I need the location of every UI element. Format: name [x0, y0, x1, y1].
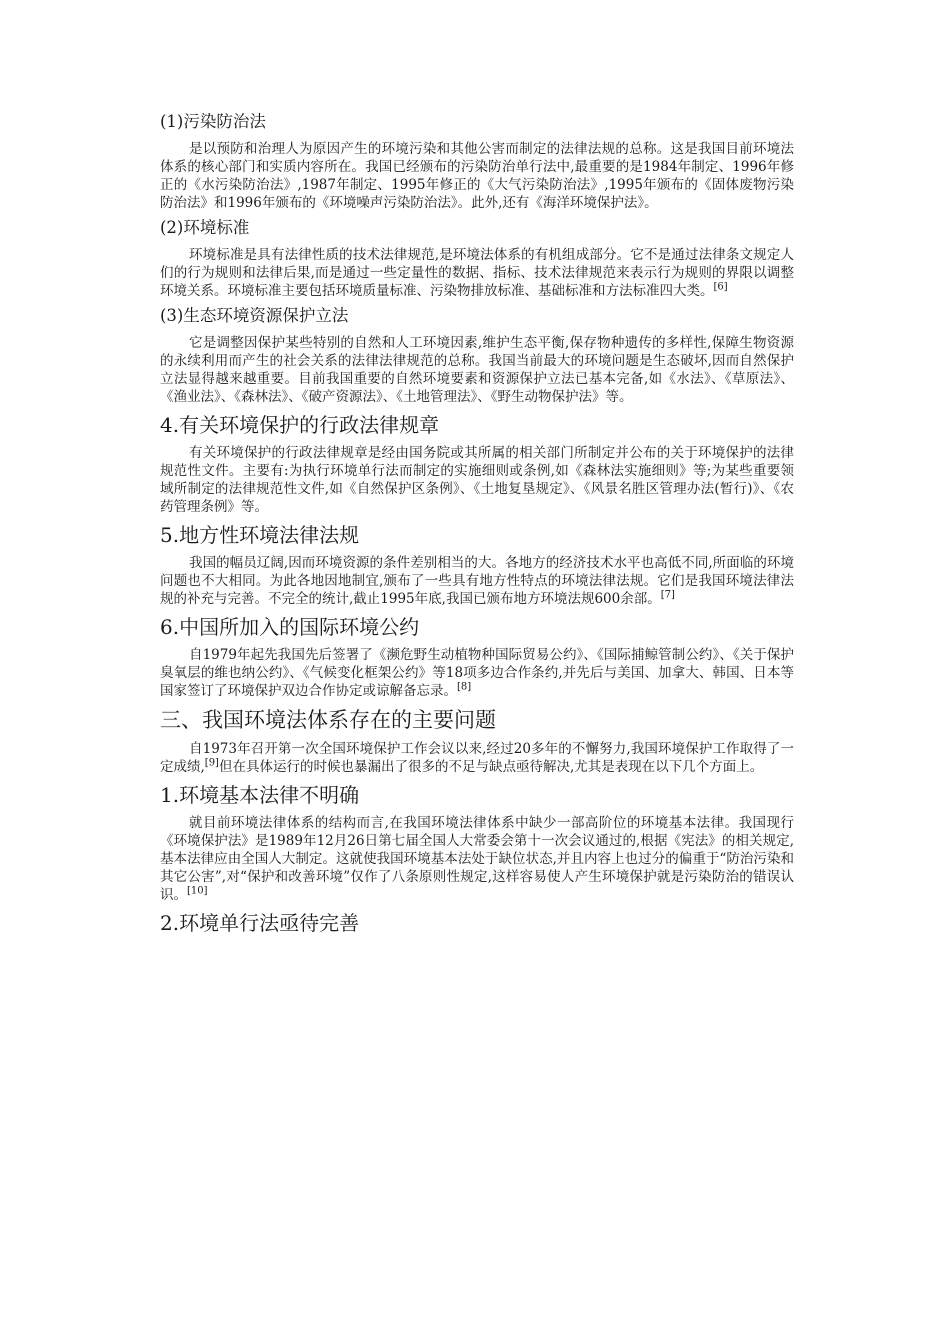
paragraph-text: 它是调整因保护某些特别的自然和人工环境因素,维护生态平衡,保存物种遗传的多样性,保障生物资源的永续利用而产生的社会关系的法律法律规范的总称。我国当前最大的环境问题是生态破坏,因而自然保护立法显得越来越重要。目前我国重要的自然环境要素和资源保护立法已基本完备,如《水法》、《草原法》、《渔业法》、《森林法》、《破产资源法》、《土地管理法》、《野生动物保护法》等。	[160, 335, 794, 405]
paragraph-text: 但在具体运行的时候也暴漏出了很多的不足与缺点亟待解决,尤其是表现在以下几个方面上。	[218, 759, 764, 775]
heading-basic-law-unclear: 1.环境基本法律不明确	[160, 783, 360, 807]
paragraph-ecological-resource-legislation	[160, 334, 794, 406]
subheading-ecological-resource-legislation: (3)生态环境资源保护立法	[160, 306, 349, 325]
paragraph-international-conventions	[160, 646, 794, 700]
subheading-environmental-standards: (2)环境标准	[160, 218, 250, 237]
citation-ref: [7]	[660, 589, 675, 601]
citation-ref: [6]	[713, 281, 728, 293]
citation-ref: [8]	[457, 681, 472, 693]
heading-main-problems: 三、我国环境法体系存在的主要问题	[160, 708, 496, 732]
paragraph-administrative-regulations	[160, 444, 794, 516]
paragraph-text: 我国的幅员辽阔,因而环境资源的条件差别相当的大。各地方的经济技术水平也高低不同,所面临的环境问题也不大相同。为此各地因地制宜,颁布了一些具有地方性特点的环境法律法规。它们是我国环境法律法规的补充与完善。不完全的统计,截止1995年底,我国已颁布地方环境法规600余部。	[160, 555, 794, 607]
paragraph-text: 是以预防和治理人为原因产生的环境污染和其他公害而制定的法律法规的总称。这是我国目前环境法体系的核心部门和实质内容所在。我国已经颁布的污染防治单行法中,最重要的是1984年制定、1996年修正的《水污染防治法》,1987年制定、1995年修正的《大气污染防治法》,1995年颁布的《固体废物污染防治法》和1996年颁布的《环境噪声污染防治法》。此外,还有《海洋环境保护法》。	[160, 141, 794, 211]
paragraph-local-laws	[160, 554, 794, 608]
citation-ref: [9]	[204, 757, 219, 769]
paragraph-text: 自1973年召开第一次全国环境保护工作会议以来,经过20多年的不懈努力,我国环境保护工作取得了一定成绩,	[160, 741, 794, 775]
paragraph-text: 有关环境保护的行政法律规章是经由国务院或其所属的相关部门所制定并公布的关于环境保护的法律规范性文件。主要有:为执行环境单行法而制定的实施细则或条例,如《森林法实施细则》等;为某些重要领域所制定的法律规范性文件,如《自然保护区条例》、《土地复垦规定》、《风景名胜区管理办法(暂行)》、《农药管理条例》等。	[160, 445, 794, 515]
paragraph-main-problems	[160, 740, 794, 776]
heading-local-laws: 5.地方性环境法律法规	[160, 523, 360, 547]
paragraph-text: 就目前环境法律体系的结构而言,在我国环境法律体系中缺少一部高阶位的环境基本法律。我国现行《环境保护法》是1989年12月26日第七届全国人大常委会第十一次会议通过的,根据《宪法》的相关规定,基本法律应由全国人大制定。这就使我国环境基本法处于缺位状态,并且内容上也过分的偏重于“防治污染和其它公害”,对“保护和改善环境”仅作了八条原则性规定,这样容易使人产生环境保护就是污染防治的错误认识。	[160, 815, 794, 903]
citation-ref: [10]	[187, 885, 208, 897]
paragraph-text: 自1979年起先我国先后签署了《濒危野生动植物种国际贸易公约》、《国际捕鲸管制公约》、《关于保护臭氧层的维也纳公约》、《气候变化框架公约》等18项多边合作条约,并先后与美国、加拿大、韩国、日本等国家签订了环境保护双边合作协定或谅解备忘录。	[160, 647, 794, 699]
heading-single-laws-improvement: 2.环境单行法亟待完善	[160, 911, 360, 935]
paragraph-basic-law-unclear	[160, 814, 794, 904]
paragraph-pollution-prevention-law	[160, 140, 794, 212]
subheading-pollution-prevention-law: (1)污染防治法	[160, 112, 266, 131]
paragraph-environmental-standards	[160, 246, 794, 300]
heading-administrative-regulations: 4.有关环境保护的行政法律规章	[160, 413, 440, 437]
paragraph-text: 环境标准是具有法律性质的技术法律规范,是环境法体系的有机组成部分。它不是通过法律条文规定人们的行为规则和法律后果,而是通过一些定量性的数据、指标、技术法律规范来表示行为规则的界限以调整环境关系。环境标准主要包括环境质量标准、污染物排放标准、基础标准和方法标准四大类。	[160, 247, 794, 299]
heading-international-conventions: 6.中国所加入的国际环境公约	[160, 615, 420, 639]
document-page	[160, 112, 794, 942]
